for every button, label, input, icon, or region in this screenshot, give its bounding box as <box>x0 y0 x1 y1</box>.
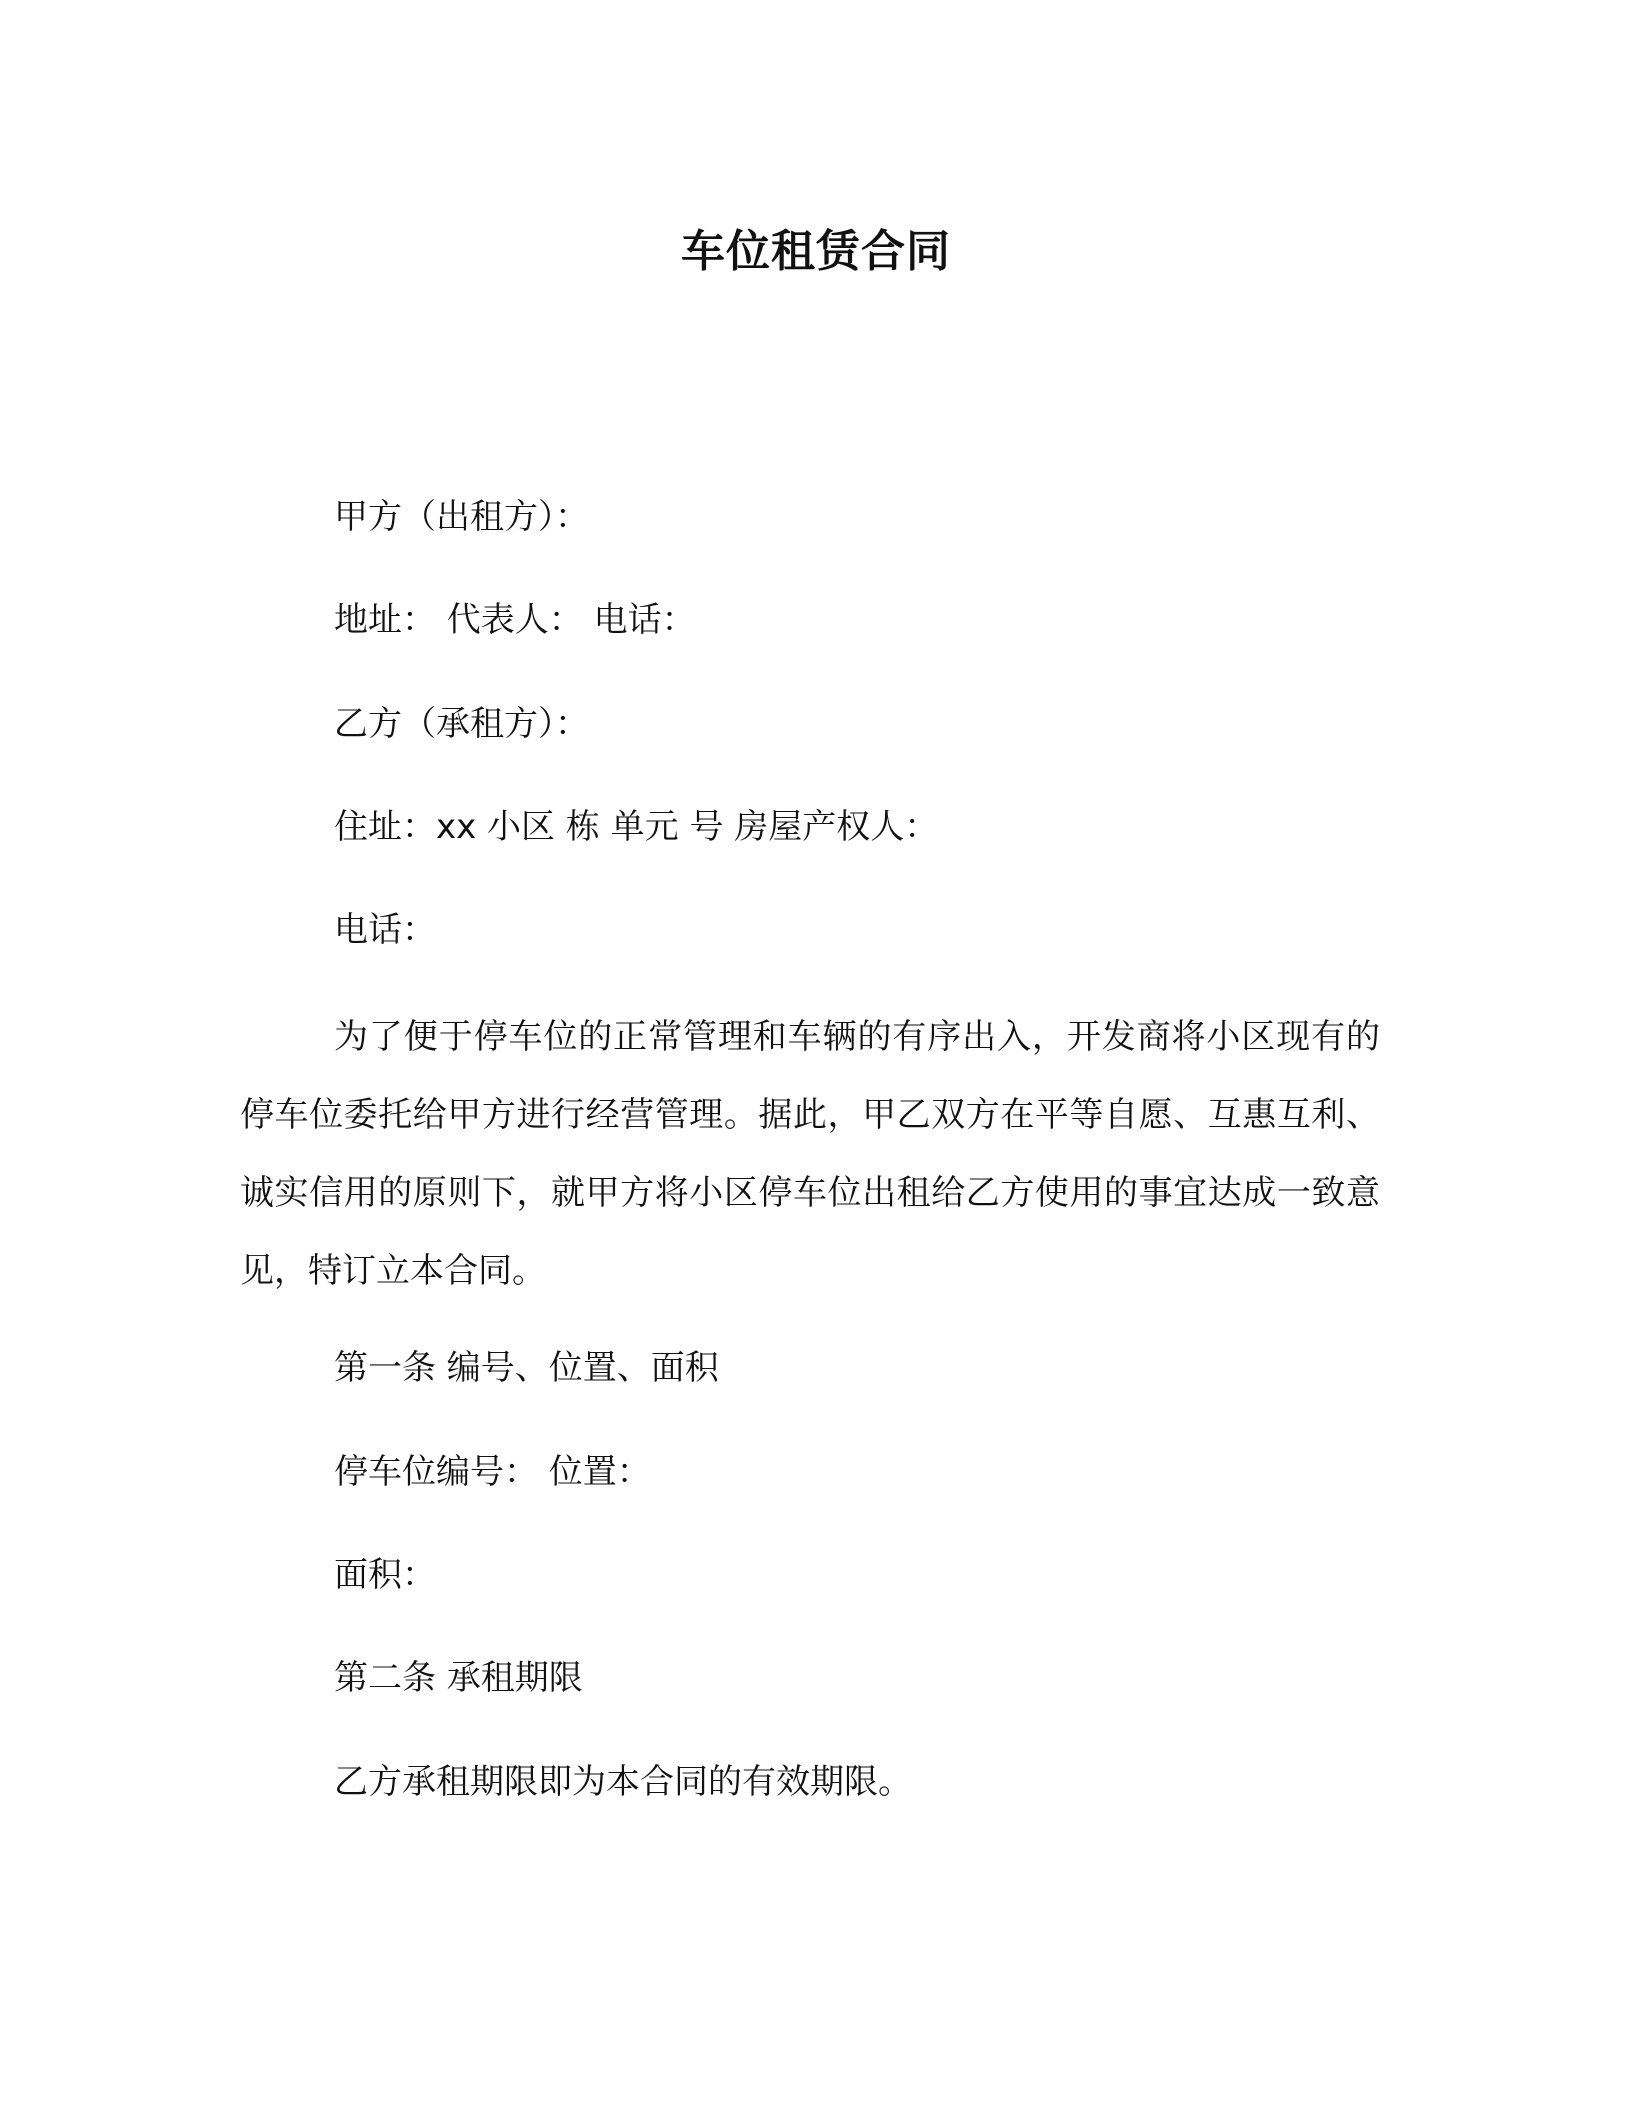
preamble-paragraph: 为了便于停车位的正常管理和车辆的有序出入，开发商将小区现有的停车位委托给甲方进行经营管理。据此，甲乙双方在平等自愿、互惠互利、诚实信用的原则下，就甲方将小区停车位出租给乙方使用的事宜达成一致意见，特订立本合同。 <box>240 1017 1380 1291</box>
article1-area: 面积： <box>334 1555 436 1595</box>
party-b-label: 乙方（承租方）： <box>334 704 589 744</box>
party-a-contact: 地址： 代表人： 电话： <box>334 600 696 640</box>
party-a-label: 甲方（出租方）： <box>334 497 589 537</box>
article1-heading: 第一条 编号、位置、面积 <box>334 1348 719 1388</box>
article2-heading: 第二条 承租期限 <box>334 1658 583 1698</box>
article2-text: 乙方承租期限即为本合同的有效期限。 <box>334 1762 912 1802</box>
party-b-address: 住址：xx 小区 栋 单元 号 房屋产权人： <box>334 807 939 847</box>
party-b-phone: 电话： <box>334 910 436 950</box>
document-title: 车位租赁合同 <box>681 226 951 277</box>
article1-number-location: 停车位编号： 位置： <box>334 1452 651 1492</box>
